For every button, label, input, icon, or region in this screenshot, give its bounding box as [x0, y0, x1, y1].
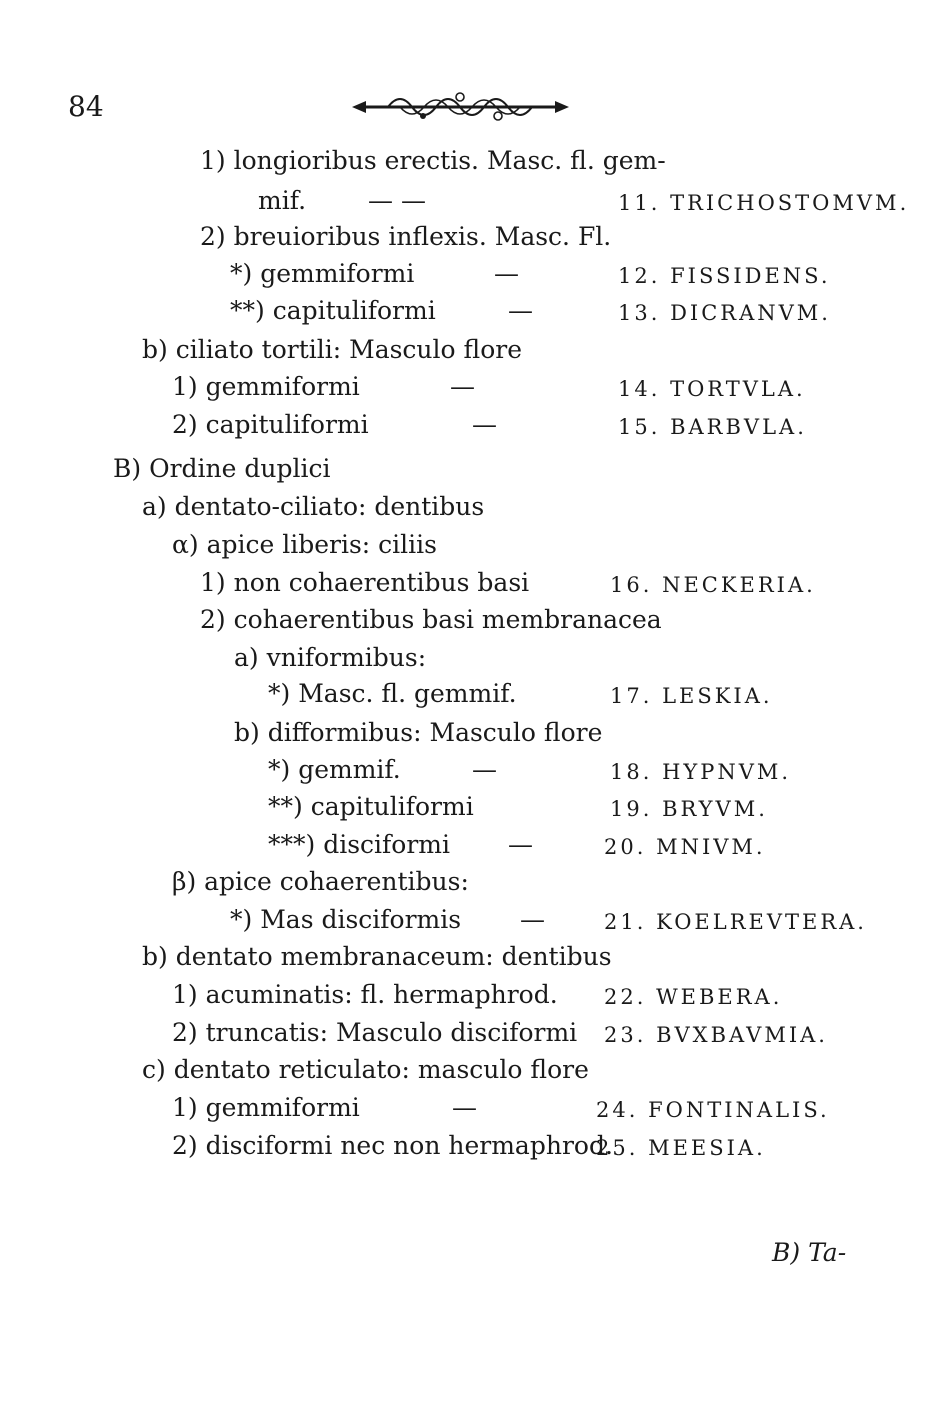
key-line-text: *) gemmiformi	[230, 259, 415, 288]
key-line-genus: 11. TRICHOSTOMVM.	[618, 191, 910, 215]
key-line-text: 2) breuioribus inflexis. Masc. Fl.	[200, 222, 612, 251]
catchword: B) Ta-	[772, 1238, 847, 1267]
key-line-text: β) apice cohaerentibus:	[172, 867, 469, 896]
key-line-dash: —	[472, 755, 497, 784]
key-line-text: 2) truncatis: Masculo disciformi	[172, 1018, 578, 1047]
key-line-text: b) dentato membranaceum: dentibus	[142, 942, 612, 971]
key-line-genus: 22. WEBERA.	[604, 985, 783, 1009]
key-line-dash: —	[450, 372, 475, 401]
key-line-text: *) Mas disciformis	[230, 905, 462, 934]
key-line-genus: 21. KOELREVTERA.	[604, 910, 867, 934]
key-line-dash: —	[452, 1093, 477, 1122]
key-line-genus: 14. TORTVLA.	[618, 377, 806, 401]
key-line-text: a) dentato-ciliato: dentibus	[142, 492, 485, 521]
key-line-dash: — —	[368, 186, 426, 215]
key-line-text: 1) gemmiformi	[172, 1093, 360, 1122]
key-line-genus: 15. BARBVLA.	[618, 415, 807, 439]
key-line-dash: —	[520, 905, 545, 934]
key-line-text: mif.	[258, 186, 307, 215]
key-line-genus: 18. HYPNVM.	[610, 760, 792, 784]
key-line-dash: —	[508, 296, 533, 325]
key-line-dash: —	[494, 259, 519, 288]
key-line-genus: 13. DICRANVM.	[618, 301, 831, 325]
key-line-text: 1) gemmiformi	[172, 372, 360, 401]
key-line-text: 2) capituliformi	[172, 410, 369, 439]
ornament-icon	[348, 88, 573, 126]
key-line-dash: —	[472, 410, 497, 439]
key-line-text: b) ciliato tortili: Masculo flore	[142, 335, 522, 364]
key-line-text: 2) cohaerentibus basi membranacea	[200, 605, 662, 634]
key-line-text: α) apice liberis: ciliis	[172, 530, 437, 559]
key-line-text: b) difformibus: Masculo flore	[234, 718, 603, 747]
key-line-text: *) Masc. fl. gemmif.	[268, 679, 517, 708]
key-line-text: **) capituliformi	[268, 792, 474, 821]
key-line-text: **) capituliformi	[230, 296, 436, 325]
page-number: 84	[68, 90, 104, 123]
key-line-genus: 23. BVXBAVMIA.	[604, 1023, 828, 1047]
key-line-genus: 24. FONTINALIS.	[596, 1098, 830, 1122]
key-line-text: 2) disciformi nec non hermaphrod.	[172, 1131, 613, 1160]
key-line-text: 1) non cohaerentibus basi	[200, 568, 530, 597]
key-line-dash: —	[508, 830, 533, 859]
key-line-genus: 12. FISSIDENS.	[618, 264, 831, 288]
key-line-text: *) gemmif.	[268, 755, 401, 784]
key-line-text: ***) disciformi	[268, 830, 450, 859]
key-line-genus: 16. NECKERIA.	[610, 573, 816, 597]
key-line-text: a) vniformibus:	[234, 643, 427, 672]
key-line-text: B) Ordine duplici	[113, 454, 331, 483]
key-line-genus: 17. LESKIA.	[610, 684, 773, 708]
key-line-genus: 25. MEESIA.	[596, 1136, 766, 1160]
key-line-genus: 19. BRYVM.	[610, 797, 768, 821]
key-line-text: 1) longioribus erectis. Masc. fl. gem-	[200, 146, 666, 175]
key-line-genus: 20. MNIVM.	[604, 835, 766, 859]
key-line-text: c) dentato reticulato: masculo flore	[142, 1055, 589, 1084]
key-line-text: 1) acuminatis: fl. hermaphrod.	[172, 980, 558, 1009]
